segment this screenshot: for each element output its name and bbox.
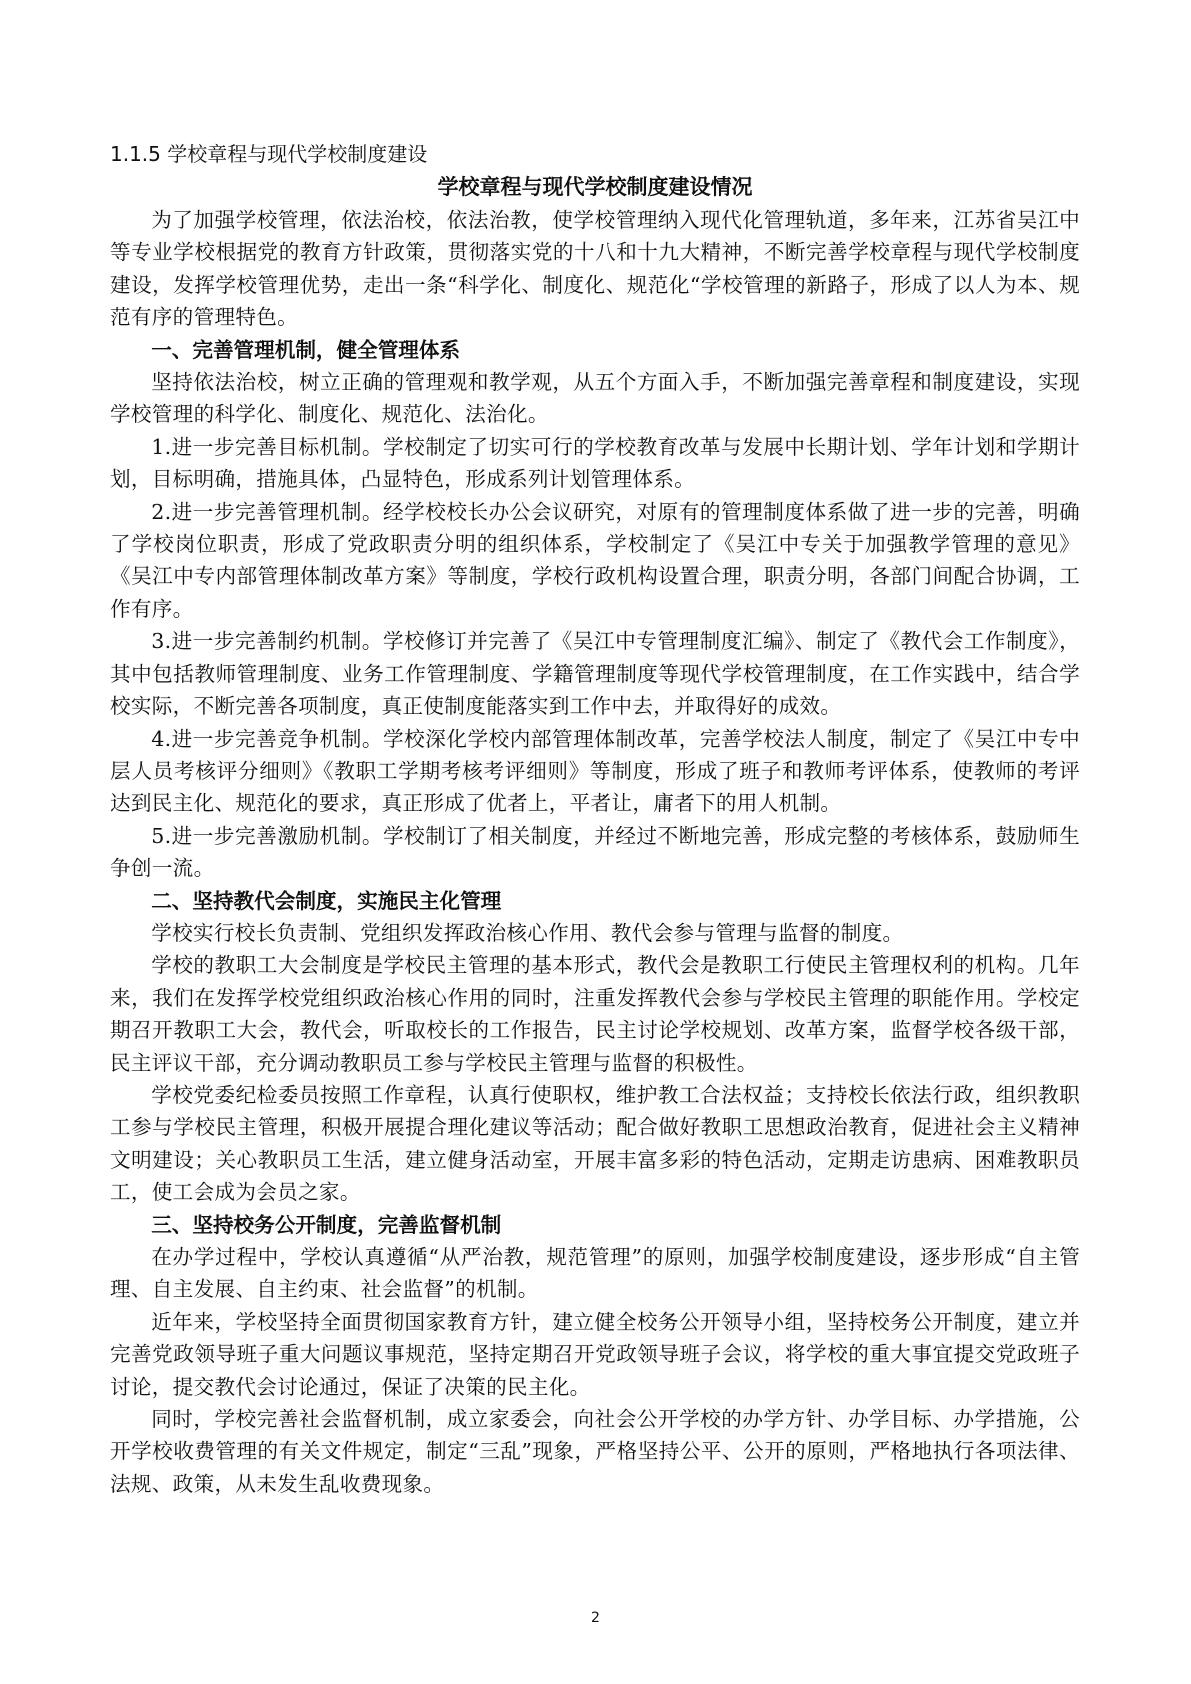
paragraph: 近年来，学校坚持全面贯彻国家教育方针，建立健全校务公开领导小组，坚持校务公开制度，建立并完善党政领导班子重大问题议事规范，坚持定期召开党政领导班子会议，将学校的重大事宜提交党政班子讨论，提交教代会讨论通过，保证了决策的民主化。 — [110, 1309, 1080, 1399]
section-heading-1: 一、完善管理机制，健全管理体系 — [151, 337, 461, 362]
paragraph: 学校实行校长负责制、党组织发挥政治核心作用、教代会参与管理与监督的制度。 — [151, 920, 904, 945]
document-page — [110, 140, 1080, 1500]
paragraph: 3.进一步完善制约机制。学校修订并完善了《吴江中专管理制度汇编》、制定了《教代会工作制度》，其中包括教师管理制度、业务工作管理制度、学籍管理制度等现代学校管理制度，在工作实践中，结合学校实际，不断完善各项制度，真正使制度能落实到工作中去，并取得好的成效。 — [110, 629, 1080, 719]
paragraph: 坚持依法治校，树立正确的管理观和教学观，从五个方面入手，不断加强完善章程和制度建设，实现学校管理的科学化、制度化、规范化、法治化。 — [110, 370, 1080, 427]
paragraph: 同时，学校完善社会监督机制，成立家委会，向社会公开学校的办学方针、办学目标、办学措施，公开学校收费管理的有关文件规定，制定“三乱”现象，严格坚持公平、公开的原则，严格地执行各项法律、法规、政策，从未发生乱收费现象。 — [110, 1407, 1080, 1496]
intro-paragraph: 为了加强学校管理，依法治校，依法治教，使学校管理纳入现代化管理轨道，多年来，江苏省吴江中等专业学校根据党的教育方针政策，贯彻落实党的十八和十九大精神，不断完善学校章程与现代学校制度建设，发挥学校管理优势，走出一条“科学化、制度化、规范化“学校管理的新路子，形成了以人为本、规范有序的管理特色。 — [110, 208, 1080, 330]
paragraph: 4.进一步完善竞争机制。学校深化学校内部管理体制改革，完善学校法人制度，制定了《吴江中专中层人员考核评分细则》《教职工学期考核考评细则》等制度，形成了班子和教师考评体系，使教师的考评达到民主化、规范化的要求，真正形成了优者上，平者让，庸者下的用人机制。 — [110, 726, 1080, 816]
page-number: 2 — [591, 1610, 600, 1626]
paragraph: 1.进一步完善目标机制。学校制定了切实可行的学校教育改革与发展中长期计划、学年计划和学期计划，目标明确，措施具体，凸显特色，形成系列计划管理体系。 — [110, 434, 1080, 492]
paragraph: 在办学过程中，学校认真遵循“从严治教，规范管理”的原则，加强学校制度建设，逐步形成“自主管理、自主发展、自主约束、社会监督”的机制。 — [110, 1245, 1080, 1302]
paragraph: 学校的教职工大会制度是学校民主管理的基本形式，教代会是教职工行使民主管理权利的机构。几年来，我们在发挥学校党组织政治核心作用的同时，注重发挥教代会参与学校民主管理的职能作用。学校定期召开教职工大会，教代会，听取校长的工作报告，民主讨论学校规划、改革方案，监督学校各级干部，民主评议干部，充分调动教职员工参与学校民主管理与监督的积极性。 — [110, 953, 1080, 1075]
paragraph: 2.进一步完善管理机制。经学校校长办公会议研究，对原有的管理制度体系做了进一步的完善，明确了学校岗位职责，形成了党政职责分明的组织体系，学校制定了《吴江中专关于加强教学管理的意见》《吴江中专内部管理体制改革方案》等制度，学校行政机构设置合理，职责分明，各部门间配合协调，工作有序。 — [110, 499, 1080, 621]
section-label: 1.1.5 学校章程与现代学校制度建设 — [110, 142, 428, 166]
document-title: 学校章程与现代学校制度建设情况 — [437, 175, 753, 199]
section-heading-3: 三、坚持校务公开制度，完善监督机制 — [151, 1212, 502, 1237]
section-heading-2: 二、坚持教代会制度，实施民主化管理 — [151, 888, 502, 913]
paragraph: 学校党委纪检委员按照工作章程，认真行使职权，维护教工合法权益；支持校长依法行政，组织教职工参与学校民主管理，积极开展提合理化建议等活动；配合做好教职工思想政治教育，促进社会主义精神文明建设；关心教职员工生活，建立健身活动室，开展丰富多彩的特色活动，定期走访患病、困难教职员工，使工会成为会员之家。 — [110, 1082, 1080, 1205]
paragraph: 5.进一步完善激励机制。学校制订了相关制度，并经过不断地完善，形成完整的考核体系，鼓励师生争创一流。 — [110, 823, 1080, 881]
